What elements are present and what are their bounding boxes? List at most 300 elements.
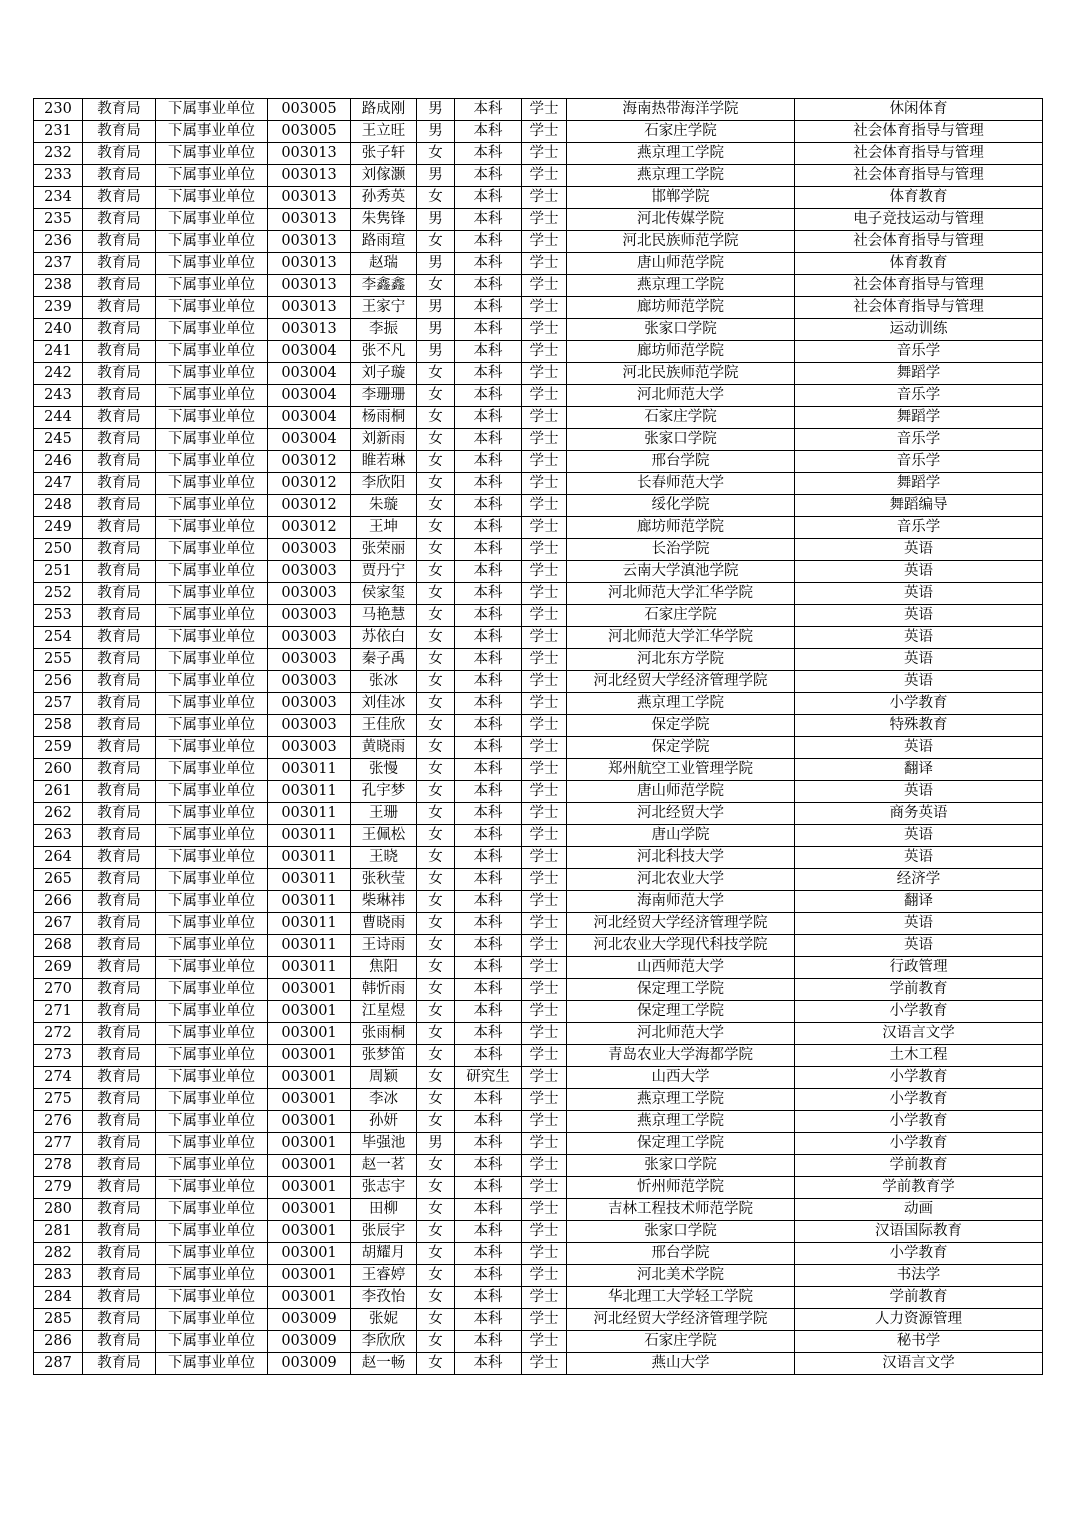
position-code-cell: 003001 xyxy=(268,979,351,1001)
position-code-cell: 003009 xyxy=(268,1353,351,1375)
education-cell: 本科 xyxy=(455,231,522,253)
department-cell: 教育局 xyxy=(83,1111,156,1133)
department-cell: 教育局 xyxy=(83,1155,156,1177)
education-cell: 本科 xyxy=(455,253,522,275)
name-cell: 杨雨桐 xyxy=(351,407,417,429)
degree-cell: 学士 xyxy=(522,715,567,737)
education-cell: 本科 xyxy=(455,407,522,429)
position-code-cell: 003001 xyxy=(268,1287,351,1309)
school-cell: 石家庄学院 xyxy=(567,407,795,429)
position-code-cell: 003001 xyxy=(268,1023,351,1045)
unit-cell: 下属事业单位 xyxy=(156,561,268,583)
unit-cell: 下属事业单位 xyxy=(156,649,268,671)
education-cell: 本科 xyxy=(455,275,522,297)
index-cell: 268 xyxy=(34,935,83,957)
name-cell: 睢若琳 xyxy=(351,451,417,473)
major-cell: 学前教育学 xyxy=(795,1177,1043,1199)
position-code-cell: 003009 xyxy=(268,1309,351,1331)
school-cell: 廊坊师范学院 xyxy=(567,341,795,363)
degree-cell: 学士 xyxy=(522,979,567,1001)
table-row xyxy=(34,473,1043,495)
major-cell: 学前教育 xyxy=(795,1287,1043,1309)
table-row xyxy=(34,1089,1043,1111)
department-cell: 教育局 xyxy=(83,319,156,341)
position-code-cell: 003001 xyxy=(268,1199,351,1221)
school-cell: 长春师范大学 xyxy=(567,473,795,495)
school-cell: 邢台学院 xyxy=(567,451,795,473)
major-cell: 动画 xyxy=(795,1199,1043,1221)
school-cell: 保定理工学院 xyxy=(567,979,795,1001)
gender-cell: 女 xyxy=(417,759,455,781)
unit-cell: 下属事业单位 xyxy=(156,319,268,341)
table-row xyxy=(34,1045,1043,1067)
degree-cell: 学士 xyxy=(522,99,567,121)
index-cell: 244 xyxy=(34,407,83,429)
table-row xyxy=(34,759,1043,781)
education-cell: 本科 xyxy=(455,473,522,495)
education-cell: 本科 xyxy=(455,1243,522,1265)
school-cell: 河北民族师范学院 xyxy=(567,363,795,385)
school-cell: 张家口学院 xyxy=(567,1155,795,1177)
major-cell: 学前教育 xyxy=(795,1155,1043,1177)
school-cell: 唐山师范学院 xyxy=(567,253,795,275)
gender-cell: 男 xyxy=(417,253,455,275)
major-cell: 行政管理 xyxy=(795,957,1043,979)
major-cell: 小学教育 xyxy=(795,1111,1043,1133)
major-cell: 英语 xyxy=(795,671,1043,693)
department-cell: 教育局 xyxy=(83,891,156,913)
education-cell: 本科 xyxy=(455,319,522,341)
position-code-cell: 003001 xyxy=(268,1089,351,1111)
department-cell: 教育局 xyxy=(83,99,156,121)
index-cell: 238 xyxy=(34,275,83,297)
gender-cell: 女 xyxy=(417,1331,455,1353)
gender-cell: 女 xyxy=(417,869,455,891)
major-cell: 舞蹈学 xyxy=(795,363,1043,385)
education-cell: 本科 xyxy=(455,1265,522,1287)
school-cell: 保定理工学院 xyxy=(567,1133,795,1155)
department-cell: 教育局 xyxy=(83,539,156,561)
department-cell: 教育局 xyxy=(83,913,156,935)
name-cell: 路雨瑄 xyxy=(351,231,417,253)
position-code-cell: 003001 xyxy=(268,1177,351,1199)
major-cell: 小学教育 xyxy=(795,1001,1043,1023)
position-code-cell: 003011 xyxy=(268,847,351,869)
name-cell: 柴琳祎 xyxy=(351,891,417,913)
name-cell: 王珊 xyxy=(351,803,417,825)
index-cell: 282 xyxy=(34,1243,83,1265)
position-code-cell: 003012 xyxy=(268,451,351,473)
table-row xyxy=(34,1177,1043,1199)
position-code-cell: 003001 xyxy=(268,1155,351,1177)
position-code-cell: 003003 xyxy=(268,649,351,671)
position-code-cell: 003012 xyxy=(268,495,351,517)
gender-cell: 女 xyxy=(417,143,455,165)
department-cell: 教育局 xyxy=(83,275,156,297)
name-cell: 王晓 xyxy=(351,847,417,869)
gender-cell: 女 xyxy=(417,561,455,583)
department-cell: 教育局 xyxy=(83,1001,156,1023)
name-cell: 李鑫鑫 xyxy=(351,275,417,297)
department-cell: 教育局 xyxy=(83,517,156,539)
department-cell: 教育局 xyxy=(83,759,156,781)
education-cell: 本科 xyxy=(455,451,522,473)
degree-cell: 学士 xyxy=(522,1001,567,1023)
index-cell: 236 xyxy=(34,231,83,253)
index-cell: 255 xyxy=(34,649,83,671)
education-cell: 本科 xyxy=(455,847,522,869)
unit-cell: 下属事业单位 xyxy=(156,913,268,935)
education-cell: 本科 xyxy=(455,825,522,847)
school-cell: 河北师范大学汇华学院 xyxy=(567,627,795,649)
table-row xyxy=(34,1001,1043,1023)
department-cell: 教育局 xyxy=(83,1221,156,1243)
department-cell: 教育局 xyxy=(83,1045,156,1067)
degree-cell: 学士 xyxy=(522,121,567,143)
unit-cell: 下属事业单位 xyxy=(156,781,268,803)
department-cell: 教育局 xyxy=(83,715,156,737)
index-cell: 242 xyxy=(34,363,83,385)
position-code-cell: 003005 xyxy=(268,99,351,121)
gender-cell: 女 xyxy=(417,1045,455,1067)
education-cell: 本科 xyxy=(455,781,522,803)
degree-cell: 学士 xyxy=(522,231,567,253)
major-cell: 小学教育 xyxy=(795,1067,1043,1089)
education-cell: 本科 xyxy=(455,1155,522,1177)
table-row xyxy=(34,407,1043,429)
name-cell: 江星煜 xyxy=(351,1001,417,1023)
education-cell: 本科 xyxy=(455,561,522,583)
unit-cell: 下属事业单位 xyxy=(156,979,268,1001)
degree-cell: 学士 xyxy=(522,429,567,451)
table-row xyxy=(34,561,1043,583)
index-cell: 269 xyxy=(34,957,83,979)
major-cell: 英语 xyxy=(795,583,1043,605)
index-cell: 246 xyxy=(34,451,83,473)
table-row xyxy=(34,1023,1043,1045)
department-cell: 教育局 xyxy=(83,1309,156,1331)
major-cell: 汉语言文学 xyxy=(795,1353,1043,1375)
position-code-cell: 003003 xyxy=(268,693,351,715)
name-cell: 胡耀月 xyxy=(351,1243,417,1265)
school-cell: 保定学院 xyxy=(567,715,795,737)
school-cell: 唐山师范学院 xyxy=(567,781,795,803)
index-cell: 245 xyxy=(34,429,83,451)
name-cell: 孙妍 xyxy=(351,1111,417,1133)
name-cell: 焦阳 xyxy=(351,957,417,979)
degree-cell: 学士 xyxy=(522,341,567,363)
gender-cell: 女 xyxy=(417,803,455,825)
education-cell: 本科 xyxy=(455,913,522,935)
department-cell: 教育局 xyxy=(83,1023,156,1045)
name-cell: 赵瑞 xyxy=(351,253,417,275)
index-cell: 250 xyxy=(34,539,83,561)
name-cell: 张志宇 xyxy=(351,1177,417,1199)
index-cell: 265 xyxy=(34,869,83,891)
name-cell: 李振 xyxy=(351,319,417,341)
table-row xyxy=(34,1155,1043,1177)
education-cell: 本科 xyxy=(455,341,522,363)
name-cell: 李冰 xyxy=(351,1089,417,1111)
school-cell: 山西大学 xyxy=(567,1067,795,1089)
major-cell: 电子竞技运动与管理 xyxy=(795,209,1043,231)
degree-cell: 学士 xyxy=(522,847,567,869)
degree-cell: 学士 xyxy=(522,759,567,781)
education-cell: 本科 xyxy=(455,495,522,517)
education-cell: 本科 xyxy=(455,1111,522,1133)
department-cell: 教育局 xyxy=(83,847,156,869)
degree-cell: 学士 xyxy=(522,1045,567,1067)
index-cell: 253 xyxy=(34,605,83,627)
position-code-cell: 003011 xyxy=(268,759,351,781)
index-cell: 248 xyxy=(34,495,83,517)
education-cell: 本科 xyxy=(455,583,522,605)
unit-cell: 下属事业单位 xyxy=(156,231,268,253)
name-cell: 马艳慧 xyxy=(351,605,417,627)
name-cell: 张不凡 xyxy=(351,341,417,363)
table-row xyxy=(34,319,1043,341)
department-cell: 教育局 xyxy=(83,473,156,495)
department-cell: 教育局 xyxy=(83,407,156,429)
unit-cell: 下属事业单位 xyxy=(156,187,268,209)
unit-cell: 下属事业单位 xyxy=(156,407,268,429)
major-cell: 商务英语 xyxy=(795,803,1043,825)
table-row xyxy=(34,341,1043,363)
degree-cell: 学士 xyxy=(522,1353,567,1375)
position-code-cell: 003011 xyxy=(268,869,351,891)
index-cell: 271 xyxy=(34,1001,83,1023)
position-code-cell: 003012 xyxy=(268,517,351,539)
table-row xyxy=(34,451,1043,473)
school-cell: 廊坊师范学院 xyxy=(567,517,795,539)
unit-cell: 下属事业单位 xyxy=(156,1023,268,1045)
major-cell: 舞蹈学 xyxy=(795,407,1043,429)
degree-cell: 学士 xyxy=(522,1089,567,1111)
unit-cell: 下属事业单位 xyxy=(156,957,268,979)
name-cell: 孙秀英 xyxy=(351,187,417,209)
position-code-cell: 003003 xyxy=(268,605,351,627)
table-row xyxy=(34,1111,1043,1133)
education-cell: 本科 xyxy=(455,737,522,759)
gender-cell: 女 xyxy=(417,935,455,957)
table-row xyxy=(34,209,1043,231)
education-cell: 本科 xyxy=(455,539,522,561)
index-cell: 232 xyxy=(34,143,83,165)
degree-cell: 学士 xyxy=(522,891,567,913)
school-cell: 河北科技大学 xyxy=(567,847,795,869)
school-cell: 郑州航空工业管理学院 xyxy=(567,759,795,781)
table-row xyxy=(34,825,1043,847)
school-cell: 河北民族师范学院 xyxy=(567,231,795,253)
school-cell: 张家口学院 xyxy=(567,1221,795,1243)
index-cell: 247 xyxy=(34,473,83,495)
unit-cell: 下属事业单位 xyxy=(156,473,268,495)
index-cell: 233 xyxy=(34,165,83,187)
school-cell: 河北经贸大学经济管理学院 xyxy=(567,1309,795,1331)
school-cell: 邯郸学院 xyxy=(567,187,795,209)
school-cell: 燕京理工学院 xyxy=(567,693,795,715)
gender-cell: 女 xyxy=(417,1001,455,1023)
index-cell: 286 xyxy=(34,1331,83,1353)
index-cell: 273 xyxy=(34,1045,83,1067)
name-cell: 李欣阳 xyxy=(351,473,417,495)
name-cell: 王家宁 xyxy=(351,297,417,319)
name-cell: 朱璇 xyxy=(351,495,417,517)
position-code-cell: 003011 xyxy=(268,913,351,935)
position-code-cell: 003004 xyxy=(268,385,351,407)
name-cell: 王佩松 xyxy=(351,825,417,847)
name-cell: 苏依白 xyxy=(351,627,417,649)
table-row xyxy=(34,1133,1043,1155)
index-cell: 257 xyxy=(34,693,83,715)
department-cell: 教育局 xyxy=(83,781,156,803)
degree-cell: 学士 xyxy=(522,737,567,759)
position-code-cell: 003001 xyxy=(268,1243,351,1265)
department-cell: 教育局 xyxy=(83,605,156,627)
position-code-cell: 003013 xyxy=(268,209,351,231)
index-cell: 262 xyxy=(34,803,83,825)
position-code-cell: 003011 xyxy=(268,957,351,979)
major-cell: 英语 xyxy=(795,825,1043,847)
education-cell: 本科 xyxy=(455,1353,522,1375)
degree-cell: 学士 xyxy=(522,253,567,275)
index-cell: 280 xyxy=(34,1199,83,1221)
education-cell: 研究生 xyxy=(455,1067,522,1089)
name-cell: 李珊珊 xyxy=(351,385,417,407)
position-code-cell: 003011 xyxy=(268,803,351,825)
gender-cell: 女 xyxy=(417,1265,455,1287)
name-cell: 张雨桐 xyxy=(351,1023,417,1045)
major-cell: 音乐学 xyxy=(795,341,1043,363)
position-code-cell: 003011 xyxy=(268,935,351,957)
education-cell: 本科 xyxy=(455,1133,522,1155)
education-cell: 本科 xyxy=(455,979,522,1001)
position-code-cell: 003005 xyxy=(268,121,351,143)
name-cell: 李孜怡 xyxy=(351,1287,417,1309)
name-cell: 赵一畅 xyxy=(351,1353,417,1375)
department-cell: 教育局 xyxy=(83,869,156,891)
gender-cell: 女 xyxy=(417,913,455,935)
department-cell: 教育局 xyxy=(83,1287,156,1309)
school-cell: 燕京理工学院 xyxy=(567,143,795,165)
major-cell: 英语 xyxy=(795,539,1043,561)
unit-cell: 下属事业单位 xyxy=(156,847,268,869)
table-row xyxy=(34,1067,1043,1089)
department-cell: 教育局 xyxy=(83,1265,156,1287)
gender-cell: 女 xyxy=(417,847,455,869)
department-cell: 教育局 xyxy=(83,297,156,319)
unit-cell: 下属事业单位 xyxy=(156,671,268,693)
school-cell: 忻州师范学院 xyxy=(567,1177,795,1199)
school-cell: 河北经贸大学 xyxy=(567,803,795,825)
school-cell: 石家庄学院 xyxy=(567,605,795,627)
major-cell: 英语 xyxy=(795,627,1043,649)
major-cell: 运动训练 xyxy=(795,319,1043,341)
degree-cell: 学士 xyxy=(522,451,567,473)
department-cell: 教育局 xyxy=(83,583,156,605)
major-cell: 舞蹈编导 xyxy=(795,495,1043,517)
education-cell: 本科 xyxy=(455,1177,522,1199)
school-cell: 华北理工大学轻工学院 xyxy=(567,1287,795,1309)
degree-cell: 学士 xyxy=(522,781,567,803)
education-cell: 本科 xyxy=(455,1221,522,1243)
degree-cell: 学士 xyxy=(522,319,567,341)
position-code-cell: 003012 xyxy=(268,473,351,495)
index-cell: 230 xyxy=(34,99,83,121)
gender-cell: 女 xyxy=(417,517,455,539)
unit-cell: 下属事业单位 xyxy=(156,1067,268,1089)
gender-cell: 女 xyxy=(417,1023,455,1045)
name-cell: 侯家玺 xyxy=(351,583,417,605)
education-cell: 本科 xyxy=(455,363,522,385)
unit-cell: 下属事业单位 xyxy=(156,429,268,451)
department-cell: 教育局 xyxy=(83,1353,156,1375)
degree-cell: 学士 xyxy=(522,1067,567,1089)
position-code-cell: 003001 xyxy=(268,1001,351,1023)
gender-cell: 女 xyxy=(417,1353,455,1375)
gender-cell: 女 xyxy=(417,1199,455,1221)
degree-cell: 学士 xyxy=(522,385,567,407)
school-cell: 河北传媒学院 xyxy=(567,209,795,231)
school-cell: 石家庄学院 xyxy=(567,1331,795,1353)
candidate-table-sheet xyxy=(33,98,1042,1375)
degree-cell: 学士 xyxy=(522,1133,567,1155)
position-code-cell: 003004 xyxy=(268,429,351,451)
department-cell: 教育局 xyxy=(83,1133,156,1155)
major-cell: 音乐学 xyxy=(795,517,1043,539)
unit-cell: 下属事业单位 xyxy=(156,1177,268,1199)
gender-cell: 女 xyxy=(417,737,455,759)
department-cell: 教育局 xyxy=(83,165,156,187)
department-cell: 教育局 xyxy=(83,1089,156,1111)
unit-cell: 下属事业单位 xyxy=(156,825,268,847)
gender-cell: 男 xyxy=(417,99,455,121)
name-cell: 秦子禹 xyxy=(351,649,417,671)
school-cell: 青岛农业大学海都学院 xyxy=(567,1045,795,1067)
name-cell: 贾丹宁 xyxy=(351,561,417,583)
position-code-cell: 003003 xyxy=(268,627,351,649)
table-body xyxy=(34,99,1043,1375)
unit-cell: 下属事业单位 xyxy=(156,539,268,561)
major-cell: 英语 xyxy=(795,649,1043,671)
index-cell: 285 xyxy=(34,1309,83,1331)
education-cell: 本科 xyxy=(455,429,522,451)
school-cell: 山西师范大学 xyxy=(567,957,795,979)
gender-cell: 女 xyxy=(417,495,455,517)
department-cell: 教育局 xyxy=(83,231,156,253)
name-cell: 张梦笛 xyxy=(351,1045,417,1067)
education-cell: 本科 xyxy=(455,803,522,825)
department-cell: 教育局 xyxy=(83,737,156,759)
position-code-cell: 003003 xyxy=(268,561,351,583)
major-cell: 英语 xyxy=(795,781,1043,803)
unit-cell: 下属事业单位 xyxy=(156,165,268,187)
position-code-cell: 003003 xyxy=(268,539,351,561)
index-cell: 243 xyxy=(34,385,83,407)
education-cell: 本科 xyxy=(455,1045,522,1067)
gender-cell: 女 xyxy=(417,1309,455,1331)
department-cell: 教育局 xyxy=(83,979,156,1001)
position-code-cell: 003001 xyxy=(268,1265,351,1287)
table-row xyxy=(34,165,1043,187)
school-cell: 河北美术学院 xyxy=(567,1265,795,1287)
education-cell: 本科 xyxy=(455,1199,522,1221)
degree-cell: 学士 xyxy=(522,407,567,429)
major-cell: 翻译 xyxy=(795,759,1043,781)
gender-cell: 女 xyxy=(417,429,455,451)
unit-cell: 下属事业单位 xyxy=(156,99,268,121)
major-cell: 经济学 xyxy=(795,869,1043,891)
